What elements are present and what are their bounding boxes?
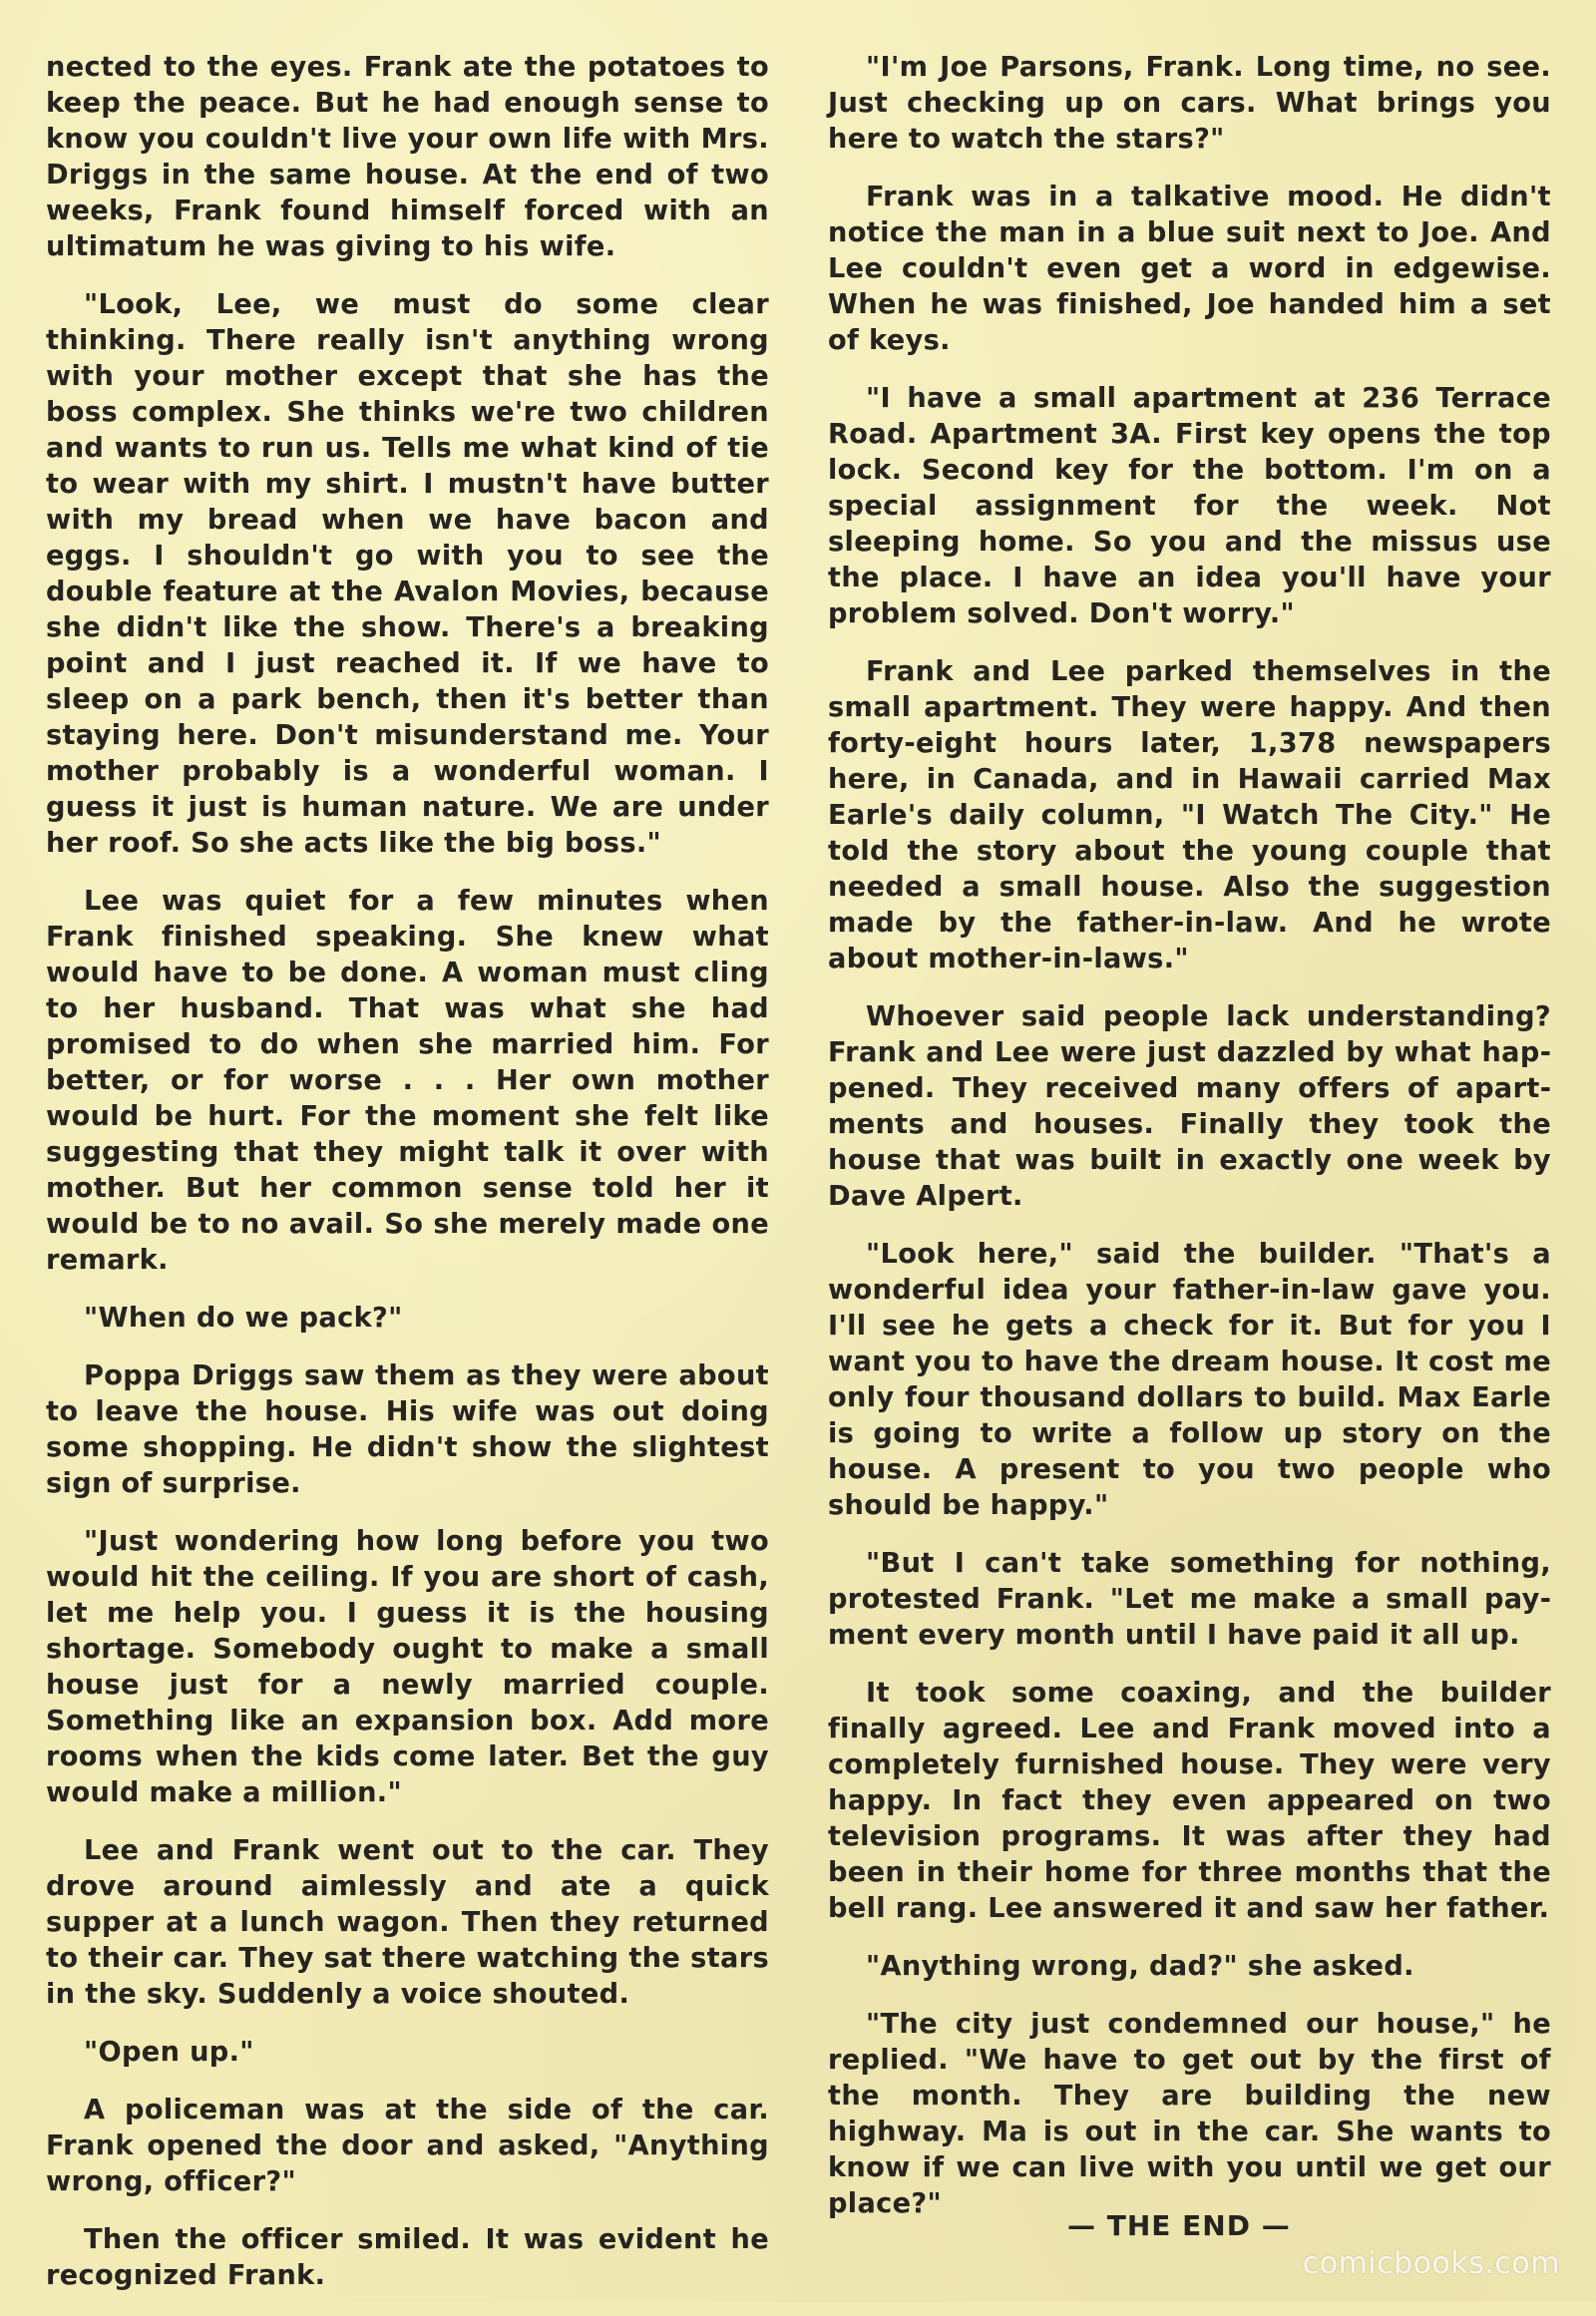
paragraph: Poppa Driggs saw them as they were about to leave the house. His wife was out doing some shopping. He didn't show the slightest sign of surprise. <box>46 1360 769 1499</box>
paragraph: "I have a small apartment at 236 Terrace Road. Apartment 3A. First key opens the top lock. Second key for the bottom. I'm on a special assignment for the week. Not sleeping home. So you and the missus use the place. I have an idea you'll have your problem solved. Don't worry." <box>828 383 1551 629</box>
paragraph: It took some coaxing, and the builder finally agreed. Lee and Frank moved into a completely furnished house. They were very happy. In fact they even appeared on two television programs. It was after they had been in their home for three months that the bell rang. Lee answered it and saw her father. <box>828 1678 1551 1924</box>
paragraph: nected to the eyes. Frank ate the potatoes to keep the peace. But he had enough sense to know you couldn't live your own life with Mrs. Driggs in the same house. At the end of two weeks, Frank found himself forced with an ultimatum he was giving to his wife. <box>46 52 769 262</box>
paragraph: "The city just condemned our house," he replied. "We have to get out by the first of the month. They are building the new highway. Ma is out in the car. She wants to know if we can live with you until we get our place?" <box>828 2009 1551 2219</box>
paragraph: Then the officer smiled. It was evident he recognized Frank. <box>46 2224 769 2291</box>
paragraph: Frank was in a talkative mood. He didn't notice the man in a blue suit next to Joe. And Lee couldn't even get a word in edgewise. When he was finished, Joe handed him a set of keys. <box>828 182 1551 356</box>
paragraph: Lee and Frank went out to the car. They drove around aimlessly and ate a quick supper at a lunch wagon. Then they returned to their car. They sat there watching the stars in the sky. Suddenly a voice shouted. <box>46 1835 769 2010</box>
paragraph: Whoever said people lack understanding? Frank and Lee were just dazzled by what happened. They received many offers of apartments and houses. Finally they took the house that was built in exactly one week by Dave Alpert. <box>828 1001 1551 1212</box>
right-text-column <box>828 50 1551 2244</box>
site-watermark: comicbooks.com <box>1302 2246 1560 2281</box>
paragraph: "Look here," said the builder. "That's a wonderful idea your father-in-law gave you. I'll see he gets a check for it. But for you I want you to have the dream house. It cost me only four thousand dollars to build. Max Earle is going to write a follow up story on the house. A present to you two people who should be happy." <box>828 1239 1551 1521</box>
paragraph: "Look, Lee, we must do some clear thinking. There really isn't anything wrong with your mother except that she has the boss complex. She thinks we're two children and wants to run us. Tells me what kind of tie to wear with my shirt. I mustn't have butter with my bread when we have bacon and eggs. I shouldn't go with you to see the double feature at the Avalon Movies, because she didn't like the show. There's a breaking point and I just reached it. If we have to sleep on a park bench, then it's better than staying here. Don't misunderstand me. Your mother probably is a wonderful woman. I guess it just is human nature. We are under her roof. So she acts like the big boss." <box>46 289 769 859</box>
paragraph: Lee was quiet for a few minutes when Frank finished speaking. She knew what would have to be done. A woman must cling to her husband. That was what she had promised to do when she married him. For better, or for worse . . . Her own mother would be hurt. For the moment she felt like suggesting that they might talk it over with mother. But her common sense told her it would be to no avail. So she merely made one remark. <box>46 886 769 1276</box>
paragraph: Frank and Lee parked themselves in the small apartment. They were happy. And then forty-eight hours later, 1,378 newspapers here, in Canada, and in Hawaii carried Max Earle's daily column, "I Watch The City." He told the story about the young couple that needed a small house. Also the suggestion made by the father-in-law. And he wrote about mother-in-laws." <box>828 656 1551 974</box>
the-end-marker: — THE END — <box>1067 2209 1291 2242</box>
paragraph: A policeman was at the side of the car. Frank opened the door and asked, "Anything wrong, officer?" <box>46 2095 769 2197</box>
paragraph: "Just wondering how long before you two would hit the ceiling. If you are short of cash, let me help you. I guess it is the housing shortage. Somebody ought to make a small house just for a newly married couple. Something like an expansion box. Add more rooms when the kids come later. Bet the guy would make a million." <box>46 1526 769 1808</box>
paragraph: "Anything wrong, dad?" she asked. <box>866 1951 1414 1982</box>
paragraph: "Open up." <box>84 2037 254 2068</box>
left-text-column <box>46 50 769 2316</box>
paragraph: "But I can't take something for nothing, protested Frank. "Let me make a small payment every month until I have paid it all up. <box>828 1548 1551 1651</box>
paragraph: "I'm Joe Parsons, Frank. Long time, no see. Just checking up on cars. What brings you here to watch the stars?" <box>828 52 1551 155</box>
paragraph: "When do we pack?" <box>84 1303 403 1334</box>
